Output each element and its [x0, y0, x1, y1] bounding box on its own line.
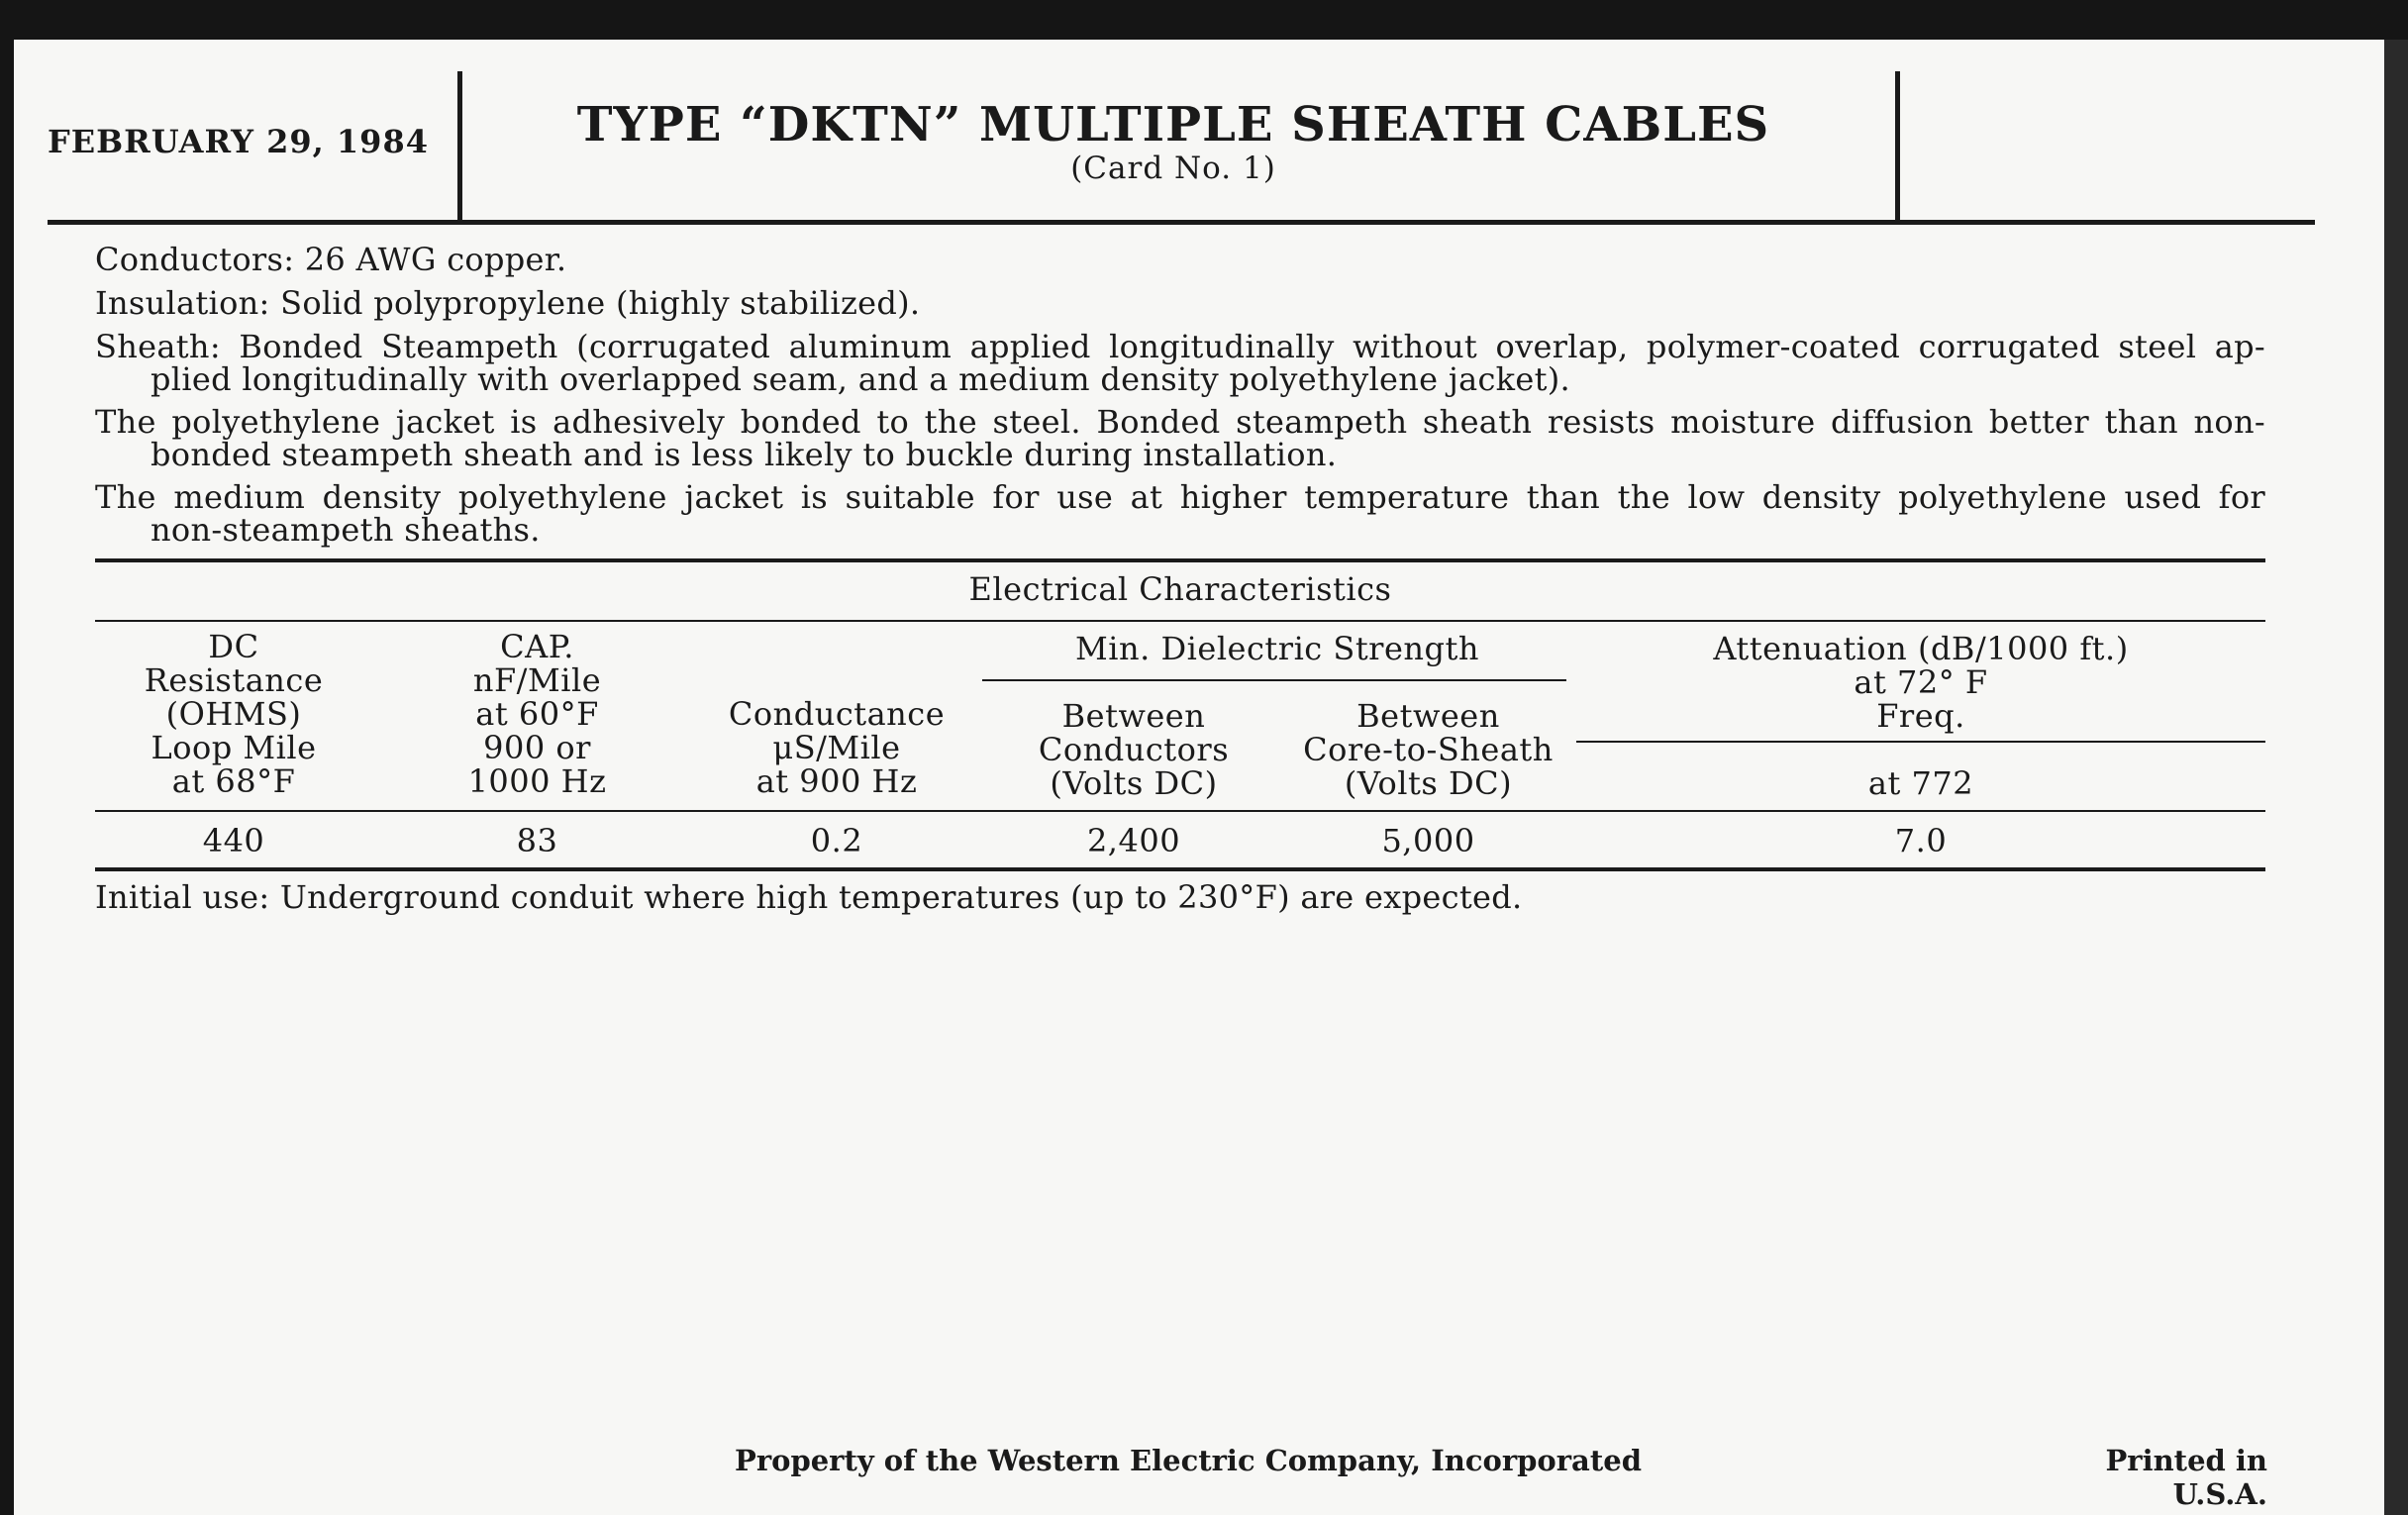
- para-sheath: [95, 328, 2265, 398]
- table-title-rule: [95, 620, 2265, 622]
- printed-notice: Printed in U.S.A.: [2105, 1444, 2267, 1511]
- header-divider-right: [1895, 71, 1900, 220]
- header-attenuation: Attenuation (dB/1000 ft.) at 72° F Freq.: [1713, 630, 2129, 735]
- header-divider-left: [457, 71, 462, 220]
- table-header-rule: [95, 810, 2265, 812]
- para-line: The medium density polyethylene jacket is suitable for use at higher temperature than the low density polyethylene used for: [95, 478, 2265, 516]
- para-line-continued: bonded steampeth sheath and is less likely to buckle during installation.: [150, 436, 1338, 473]
- table-bottom-rule: [95, 867, 2265, 871]
- value-core-to-sheath: 5,000: [1381, 822, 1475, 859]
- header-rule: [48, 220, 2315, 225]
- dielectric-group-rule: [982, 679, 1566, 681]
- header-between-conductors: Between Conductors (Volts DC): [1038, 697, 1230, 802]
- header-attenuation-freq: at 772: [1867, 764, 1974, 802]
- header-dielectric-group: Min. Dielectric Strength: [1075, 630, 1479, 667]
- para-line: Sheath: Bonded Steampeth (corrugated aluminum applied longitudinally without overlap, polymer-coated corrugated steel ap-: [95, 328, 2265, 365]
- header-capacitance: CAP. nF/Mile at 60°F 900 or 1000 Hz: [467, 628, 607, 800]
- value-attenuation: 7.0: [1894, 822, 1948, 859]
- value-conductance: 0.2: [810, 822, 863, 859]
- para-line: The polyethylene jacket is adhesively bonded to the steel. Bonded steampeth sheath resists moisture diffusion better than non-: [95, 403, 2265, 441]
- attenuation-group-rule: [1576, 741, 2265, 743]
- initial-use-note: Initial use: Underground conduit where high temperatures (up to 230°F) are expected.: [95, 878, 1523, 916]
- header-conductance: Conductance μS/Mile at 900 Hz: [728, 695, 946, 800]
- header-core-to-sheath: Between Core-to-Sheath (Volts DC): [1303, 697, 1554, 802]
- issue-date: FEBRUARY 29, 1984: [48, 123, 429, 160]
- card-number: (Card No. 1): [1070, 151, 1276, 186]
- property-notice: Property of the Western Electric Company, Incorporated: [735, 1444, 1642, 1477]
- header-dc-resistance: DC Resistance (OHMS) Loop Mile at 68°F: [144, 628, 324, 800]
- table-top-rule: [95, 558, 2265, 562]
- value-between-conductors: 2,400: [1086, 822, 1181, 859]
- para-conductors: [95, 241, 2265, 278]
- page-title: TYPE “DKTN” MULTIPLE SHEATH CABLES: [576, 97, 1770, 152]
- para-jacket-temperature: [95, 478, 2265, 549]
- para-line-continued: plied longitudinally with overlapped seam, and a medium density polyethylene jacket).: [150, 360, 1571, 398]
- para-insulation: [95, 284, 2265, 322]
- value-dc-resistance: 440: [202, 822, 265, 859]
- table-title: Electrical Characteristics: [968, 570, 1392, 608]
- para-line: Insulation: Solid polypropylene (highly stabilized).: [95, 284, 921, 322]
- para-jacket-bonding: [95, 403, 2265, 473]
- value-capacitance: 83: [516, 822, 558, 859]
- para-line: Conductors: 26 AWG copper.: [95, 241, 567, 278]
- card-edge-shadow: [2384, 40, 2408, 1515]
- para-line-continued: non-steampeth sheaths.: [150, 511, 541, 549]
